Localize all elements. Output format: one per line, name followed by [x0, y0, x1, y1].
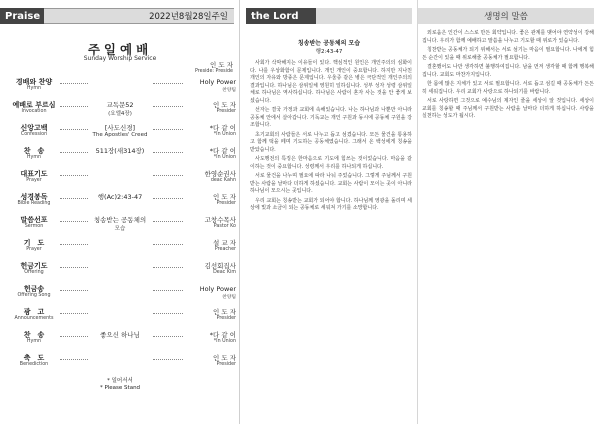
item-leader: Holy Power [199, 78, 236, 86]
praise-header: Praise [0, 8, 44, 24]
item-content: [사도신경] [104, 124, 136, 132]
item-sublabel: Invocation [21, 109, 47, 114]
service-date: 2022년8월28일주일 [44, 8, 234, 24]
item-sublabel: Hymn [26, 86, 42, 91]
dot-leader [60, 106, 88, 107]
item-leader-sub: Presider [216, 109, 236, 114]
worship-order-row [8, 308, 236, 324]
worship-title: 주일예배 [87, 42, 153, 57]
item-content: 좋으신 하나님 [100, 331, 140, 339]
dot-leader [153, 221, 183, 222]
item-label: 예배로 부르심 [12, 101, 56, 109]
dot-leader [153, 83, 183, 84]
dot-leader [60, 221, 88, 222]
worship-order-row [8, 354, 236, 370]
dot-leader [60, 198, 88, 199]
item-leader: 인 도 자 [213, 193, 236, 201]
item-leader: Holy Power [199, 285, 236, 293]
item-leader-sub: Presider [216, 316, 236, 321]
item-leader: 김선회집사 [204, 262, 236, 270]
word-of-life-paragraph: 서로 사랑하면 그것으로 예수님의 제자인 줄을 세상이 알 것입니다. 세상이 교회를 칭송할 때 주님께서 구원받는 사람을 날마다 더하게 하십니다. 사랑을 실천하는 성도가 됩시다. [422, 98, 594, 119]
word-of-life-paragraph: 결혼했어도 나만 생각하면 불행하여집니다. 남을 먼저 생각할 때 함께 행복해집니다. 교회도 마찬가지입니다. [422, 64, 594, 78]
worship-order-row [8, 101, 236, 117]
word-of-life-paragraph: 칭찬받는 공동체가 되기 위해서는 서로 섬기는 마음이 필요합니다. 나에게 힘든 순간이 있을 때 위로해줄 공동체가 필요합니다. [422, 47, 594, 61]
item-label: 축 도 [23, 354, 45, 362]
item-content-detail: The Apostles' Creed [92, 132, 148, 138]
item-leader: 한영순권사 [204, 170, 236, 178]
word-of-life-header: 생명의 말씀 [418, 8, 594, 24]
dot-leader [60, 267, 88, 268]
item-content: 칭송받는 공동체의 [93, 216, 147, 224]
dot-leader [153, 106, 183, 107]
item-sublabel: Benediction [19, 362, 49, 367]
standing-note-ko: * 일어서서 [107, 378, 133, 384]
standing-note [0, 378, 240, 392]
sermon-paragraph: 선자는 결국 가정과 교회에 속해있습니다. 나는 하나님과 나뿐만 아니라 공동체 안에서 살아갑니다. 기독교는 개인 구원과 동시에 공동체 구원을 강조합니다. [250, 107, 412, 128]
item-leader-sub: *In Union [213, 155, 236, 160]
item-leader-sub: 찬양팀 [222, 88, 236, 93]
item-leader-sub: 찬양팀 [222, 295, 236, 300]
dot-leader [60, 290, 88, 291]
dot-leader [60, 359, 88, 360]
item-label: 찬 송 [23, 331, 45, 339]
worship-order-row [8, 147, 236, 163]
sermon-paragraph: 사회가 삭막해지는 이유들이 있다. 핵심적인 원인은 개인주의의 심화이다. 나를 우상화함이 문제입니다. 개인 개인이 중요합니다. 하지만 지나친 개인의 자유와 방종은 문제입니다. 우울증 같은 병은 극단적인 개인주의의 결과입니다. 하나님은 삼위일체 영원히 일하십니다. 성부 성자 성령 삼위일체로 하나님은 역사하십니다. 하나님은 사람이 혼자 사는 것을 안 좋게 보셨습니다. [250, 60, 412, 104]
item-sublabel: Confession [20, 132, 48, 137]
item-leader: 고창수목사 [204, 216, 236, 224]
item-label: 성경봉독 [20, 193, 48, 201]
item-sublabel: Prayer [26, 178, 42, 183]
word-of-life-page [418, 0, 600, 424]
dot-leader [153, 336, 183, 337]
dot-leader [60, 244, 88, 245]
item-sublabel: Hymn [26, 339, 42, 344]
item-label: 찬 송 [23, 147, 45, 155]
item-leader-sub: Deac Kim [213, 270, 236, 275]
preside-name: 인 도 자 [210, 61, 233, 69]
item-leader-sub: *In Union [213, 339, 236, 344]
word-of-life-paragraph: 외로움은 인간이 스스로 만든 회약입니다. 좋은 관계를 맺어야 연약성이 강해집니다. 우리가 함께 예배하고 말씀을 나누고 기도할 때 위로가 있습니다. [422, 30, 594, 44]
word-of-life-body [422, 30, 594, 123]
item-label: 광 고 [23, 308, 45, 316]
dot-leader [60, 83, 88, 84]
worship-order-row [8, 124, 236, 140]
dot-leader [60, 175, 88, 176]
order-of-worship-page [0, 0, 240, 424]
dot-leader [153, 198, 183, 199]
dot-leader [153, 267, 183, 268]
item-sublabel: Offering Song [17, 293, 51, 298]
dot-leader [153, 290, 183, 291]
item-sublabel: Announcements [14, 316, 54, 321]
worship-order-row [8, 239, 236, 255]
item-content: 511장(새314장) [95, 147, 145, 155]
item-leader-sub: Pastor Ko [213, 224, 236, 229]
item-leader: 인 도 자 [213, 101, 236, 109]
item-label: 기 도 [23, 239, 45, 247]
lord-header-bar [316, 8, 412, 24]
dot-leader [60, 336, 88, 337]
sermon-heading: 칭송받는 공동체의 모습 [297, 40, 361, 47]
item-leader-sub: Presider [216, 362, 236, 367]
item-sublabel: Prayer [26, 247, 42, 252]
preside-sub: Preside: Preside [194, 69, 233, 74]
item-leader: 인 도 자 [213, 308, 236, 316]
item-leader-sub: *In Union [213, 132, 236, 137]
item-leader-sub: deac Kahn [210, 178, 236, 183]
dot-leader [153, 129, 183, 130]
sermon-paragraph: 사도행전의 특징은 한마음으로 기도에 힘쓰는 것이었습니다. 마음을 같이하는 것이 중요합니다. 성령께서 우리를 하나되게 하십니다. [250, 156, 412, 170]
item-sublabel: Bible Reading [17, 201, 51, 206]
item-label: 대표기도 [20, 170, 48, 178]
sermon-paragraph: 초기교회의 사람들은 서로 나누고 돕고 섬겼습니다. 모든 물건을 통용하고 함께 떡을 떼며 기도하는 공동체였습니다. 그래서 온 백성에게 칭송을 받았습니다. [250, 131, 412, 153]
dot-leader [60, 152, 88, 153]
worship-order-row [8, 170, 236, 186]
sermon-body [250, 60, 412, 215]
worship-order-row [8, 78, 236, 94]
dot-leader [153, 359, 183, 360]
dot-leader [153, 152, 183, 153]
dot-leader [153, 175, 183, 176]
worship-subtitle: Sunday Worship Service [83, 55, 157, 62]
item-leader: *다 같 이 [209, 147, 236, 155]
dot-leader [60, 313, 88, 314]
worship-order-row [8, 285, 236, 301]
item-label: 경배와 찬양 [15, 78, 53, 86]
item-label: 헌금기도 [20, 262, 48, 270]
worship-order-row [8, 262, 236, 278]
item-content: 교독문52 [106, 101, 134, 109]
worship-order-row [8, 216, 236, 232]
sermon-paragraph: 서로 물건을 나누며 필요에 따라 나눠 주었습니다. 그렇게 주님께서 구원받는 사람을 날마다 더하게 하셨습니다. 교회는 사람이 모이는 곳이 아니라 하나님이 모으시는 곳입니다. [250, 173, 412, 194]
sermon-page [240, 0, 418, 424]
worship-order-row [8, 331, 236, 347]
sermon-paragraph: 우리 교회는 칭송받는 교회가 되어야 합니다. 하나님께 영광을 돌리며 세상에 빛과 소금이 되는 공동체로 세워져 가기를 소망합니다. [250, 197, 412, 211]
item-sublabel: Hymn [26, 155, 42, 160]
item-leader: 인 도 자 [213, 354, 236, 362]
worship-order-row [8, 193, 236, 209]
item-leader-sub: Presider [216, 201, 236, 206]
item-sublabel: Offering [24, 270, 44, 275]
item-content-detail: 모습 [114, 226, 126, 232]
item-label: 신앙고백 [20, 124, 48, 132]
preside-line [195, 60, 233, 74]
item-label: 헌금송 [23, 285, 45, 293]
item-leader: *다 같 이 [209, 331, 236, 339]
lord-header: the Lord [246, 8, 316, 24]
item-leader: 설 교 자 [213, 239, 236, 247]
sermon-reference: 행2:43-47 [315, 49, 343, 55]
item-label: 말씀선포 [20, 216, 48, 224]
dot-leader [153, 244, 183, 245]
item-leader: *다 같 이 [209, 124, 236, 132]
word-of-life-paragraph: 한 몸에 많은 지체가 있고 서로 필요합니다. 서로 돕고 섬길 때 공동체가 든든히 세워집니다. 우리 교회가 사랑으로 하나되기를 바랍니다. [422, 81, 594, 95]
standing-note-en: * Please Stand [99, 385, 141, 391]
item-content: 행(Ac)2:43-47 [97, 193, 143, 201]
item-content-detail: (요엘4장) [108, 111, 132, 117]
item-sublabel: Sermon [24, 224, 44, 229]
item-leader-sub: Preacher [214, 247, 236, 252]
dot-leader [60, 129, 88, 130]
dot-leader [153, 313, 183, 314]
